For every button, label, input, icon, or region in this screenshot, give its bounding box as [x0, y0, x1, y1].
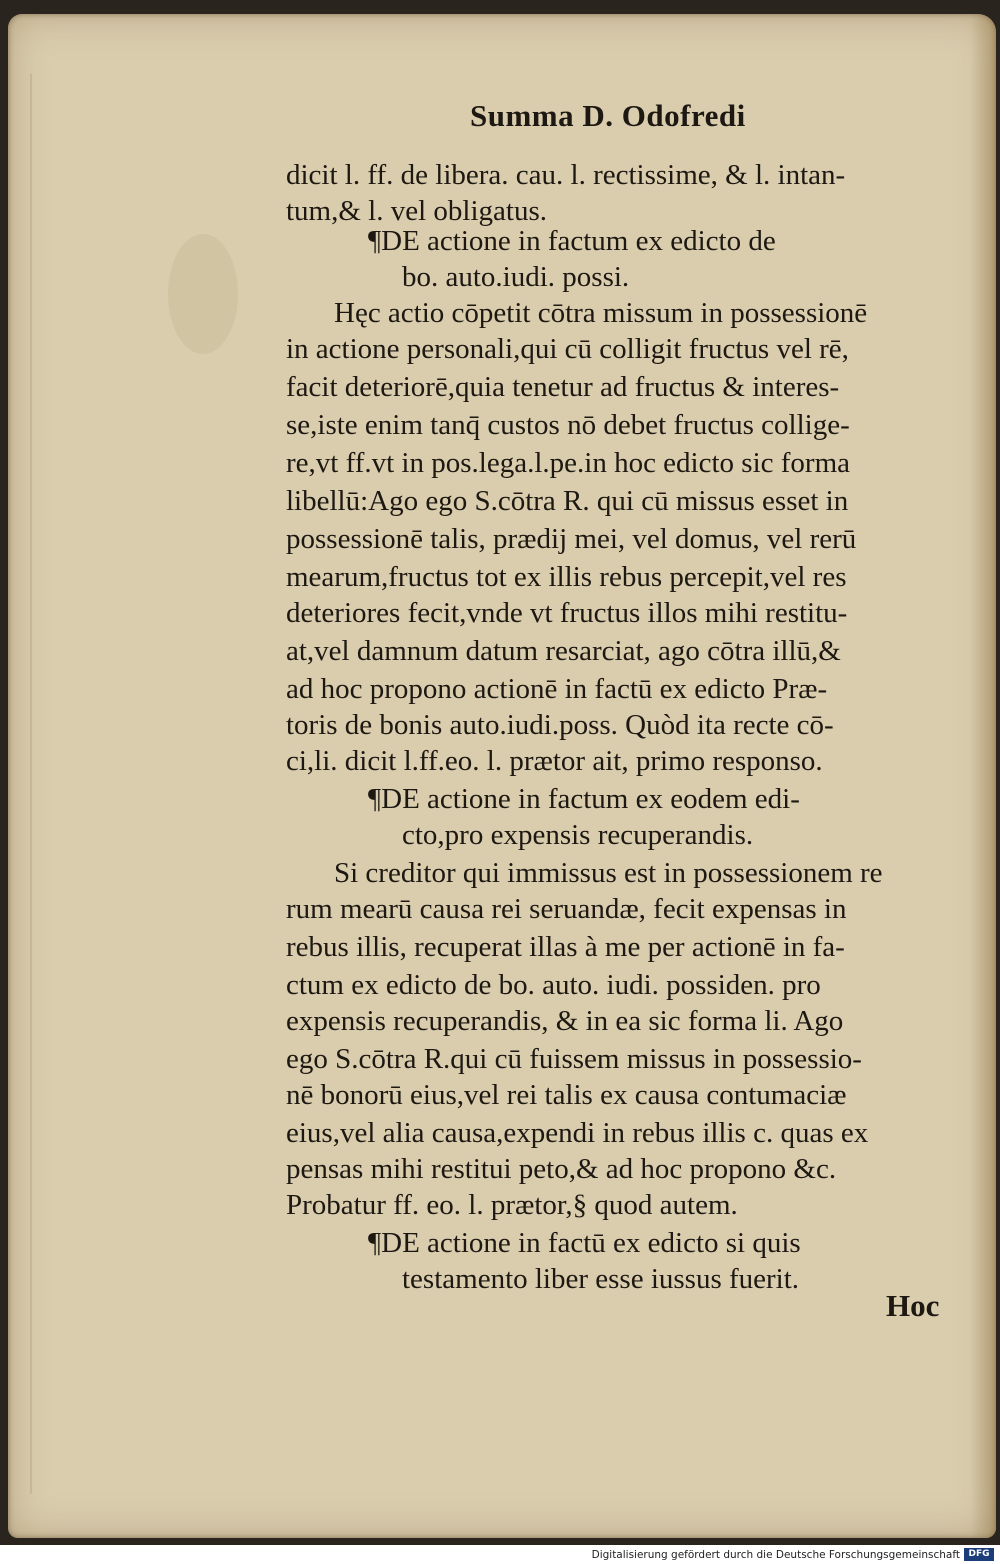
text-line: Si creditor qui immissus est in possessionem re: [334, 857, 883, 889]
text-line: ctum ex edicto de bo. auto. iudi. possiden. pro: [286, 969, 821, 1001]
text-line: Probatur ff. eo. l. prætor,§ quod autem.: [286, 1189, 738, 1221]
section-heading: ¶DE actione in factū ex edicto si quis: [368, 1227, 801, 1259]
text-line: ego S.cōtra R.qui cū fuissem missus in possessio-: [286, 1043, 862, 1075]
section-heading: testamento liber esse iussus fuerit.: [402, 1263, 800, 1295]
text-line: libellū:Ago ego S.cōtra R. qui cū missus esset in: [286, 485, 849, 517]
text-line: mearum,fructus tot ex illis rebus percepit,vel res: [286, 561, 847, 593]
paper-stain: [168, 234, 238, 354]
text-line: in actione personali,qui cū colligit fructus vel rē,: [286, 333, 849, 365]
text-line: at,vel damnum datum resarciat, ago cōtra illū,&: [286, 635, 841, 667]
section-heading: ¶DE actione in factum ex edicto de: [368, 225, 776, 257]
section-heading: bo. auto.iudi. possi.: [402, 261, 630, 293]
text-line: expensis recuperandis, & in ea sic forma li. Ago: [286, 1005, 844, 1037]
text-line: ci,li. dicit l.ff.eo. l. prætor ait, primo responso.: [286, 745, 823, 777]
text-line: eius,vel alia causa,expendi in rebus illis c. quas ex: [286, 1117, 869, 1149]
text-line: nē bonorū eius,vel rei talis ex causa contumaciæ: [286, 1079, 847, 1111]
text-line: tum,& l. vel obligatus.: [286, 195, 547, 227]
text-line: rebus illis, recuperat illas à me per actionē in fa-: [286, 931, 845, 963]
text-line: Hęc actio cōpetit cōtra missum in possessionē: [334, 297, 868, 329]
section-heading: cto,pro expensis recuperandis.: [402, 819, 754, 851]
running-header: Summa D. Odofredi: [470, 98, 746, 133]
section-heading: ¶DE actione in factum ex eodem edi-: [368, 783, 800, 815]
text-line: se,iste enim tanq̄ custos nō debet fructus collige-: [286, 409, 850, 441]
text-line: ad hoc propono actionē in factū ex edicto Præ-: [286, 673, 828, 705]
footer-credit: Digitalisierung gefördert durch die Deutsche Forschungsgemeinschaft: [591, 1549, 960, 1561]
text-line: deteriores fecit,vnde vt fructus illos mihi restitu-: [286, 597, 848, 629]
text-line: pensas mihi restitui peto,& ad hoc propono &c.: [286, 1153, 837, 1185]
dfg-logo: DFG: [964, 1548, 994, 1561]
text-line: re,vt ff.vt in pos.lega.l.pe.in hoc edicto sic forma: [286, 447, 850, 479]
catchword: Hoc: [886, 1288, 940, 1323]
text-line: rum mearū causa rei seruandæ, fecit expensas in: [286, 893, 847, 925]
text-line: dicit l. ff. de libera. cau. l. rectissime, & l. intan-: [286, 159, 846, 191]
text-line: possessionē talis, prædij mei, vel domus, vel rerū: [286, 523, 857, 555]
text-line: facit deteriorē,quia tenetur ad fructus & interes-: [286, 371, 840, 403]
text-line: toris de bonis auto.iudi.poss. Quòd ita recte cō-: [286, 709, 834, 741]
